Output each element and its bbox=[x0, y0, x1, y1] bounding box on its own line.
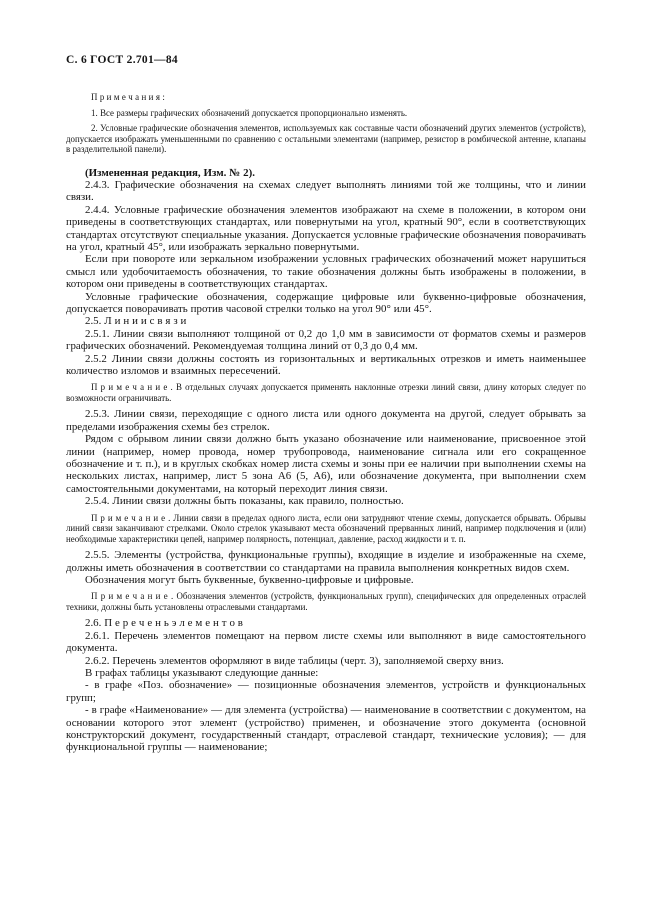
paragraph: 2.6.1. Перечень элементов помещают на первом листе схемы или выполняют в виде самостоятельного документа. bbox=[66, 629, 586, 655]
paragraph: 2.5.4. Линии связи должны быть показаны, как правило, полностью. bbox=[85, 495, 404, 508]
paragraph: П р и м е ч а н и е . Линии связи в пределах одного листа, если они затрудняют чтение схемы, допускается обрывать. Обрывы линий связи заканчивают стрелками. Около стрелок указывают места обозначений прерванных линий, например подключения и (или) необходимые характеристики цепей, например полярность, потенциал, давление, расход жидкости и т. п. bbox=[66, 512, 586, 544]
paragraph: В графах таблицы указывают следующие данные: bbox=[85, 667, 319, 679]
paragraph: 2.5.2 Линии связи должны состоять из горизонтальных и вертикальных отрезков и иметь наименьшее количество изломов и взаимных пересечений. bbox=[66, 352, 586, 377]
paragraph: 2.5.1. Линии связи выполняют толщиной от 0,2 до 1,0 мм в зависимости от форматов схемы и размеров графических обозначений. Рекомендуемая толщина линий от 0,3 до 0,4 мм. bbox=[66, 327, 586, 353]
paragraph: 2.5. Л и н и и с в я з и bbox=[85, 315, 187, 328]
paragraph: Если при повороте или зеркальном изображении условных графических обозначений может нарушиться смысл или удобочитаемость обозначения, то такие обозначения должны быть изображены в положении, в котором они приведены в соответствующих стандартах. bbox=[66, 253, 586, 291]
paragraph: П р и м е ч а н и е . Обозначения элементов (устройств, функциональных групп), специфических для определенных отраслей техники, должны быть установлены отраслевыми стандартами. bbox=[66, 591, 586, 612]
paragraph: Обозначения могут быть буквенные, буквенно-цифровые и цифровые. bbox=[85, 573, 414, 586]
document-content bbox=[66, 54, 586, 754]
paragraph: (Измененная редакция, Изм. № 2). bbox=[85, 166, 255, 179]
paragraph: Условные графические обозначения, содержащие цифровые или буквенно-цифровые обозначения, допускается поворачивать против часовой стрелки только на угол 90° или 45°. bbox=[66, 290, 586, 315]
paragraph: 2.4.4. Условные графические обозначения элементов изображают на схеме в положении, в котором они приведены в соответствующих стандартах, или повернутыми на угол, кратный 90°, если в соответствующих стандартах отсутствуют специальные указания. Допускается условные графические обозначения поворачивать на угол, кратный 45°, или изображать зеркально повернутыми. bbox=[66, 203, 586, 253]
paragraph: 2.6.2. Перечень элементов оформляют в виде таблицы (черт. 3), заполняемой сверху вниз. bbox=[85, 654, 504, 667]
paragraph: Рядом с обрывом линии связи должно быть указано обозначение или наименование, присвоенное этой линии (например, номер провода, номер трубопровода, наименование сигнала или его сокращенное обозначение и т. п.), и в круглых скобках номер листа схемы и зоны при ее наличии при выполнении схемы на нескольких листах, например, лист 5 зона А6 (5, А6), или обозначение документа, при выполнении схем самостоятельными документами, на который переходит линия связи. bbox=[66, 433, 586, 495]
paragraph: - в графе «Поз. обозначение» — позиционные обозначения элементов, устройств и функциональных групп; bbox=[66, 679, 586, 704]
paragraph: 2.6. П е р е ч е н ь э л е м е н т о в bbox=[85, 617, 243, 630]
paragraph: 2.5.5. Элементы (устройства, функциональные группы), входящие в изделие и изображенные на схеме, должны иметь обозначения в соответствии со стандартами на правила выполнения конкретных видов схем. bbox=[66, 549, 586, 574]
paragraph: П р и м е ч а н и я : bbox=[91, 92, 165, 102]
paragraph: 1. Все размеры графических обозначений допускается пропорционально изменять. bbox=[91, 107, 408, 118]
paragraph: - в графе «Наименование» — для элемента (устройства) — наименование в соответствии с документом, на основании которого этот элемент (устройство) применен, и обозначение этого документа (основной конструкторский документ, государственный стандарт, отраслевой стандарт, технические условия); — для функциональной группы — наименование; bbox=[66, 704, 586, 754]
paragraph: П р и м е ч а н и е . В отдельных случаях допускается применять наклонные отрезки линий связи, длину которых следует по возможности ограничивать. bbox=[66, 382, 586, 403]
paragraph: 2.5.3. Линии связи, переходящие с одного листа или одного документа на другой, следует обрывать за пределами изображения схемы без стрелок. bbox=[66, 408, 586, 433]
page-header: С. 6 ГОСТ 2.701—84 bbox=[66, 54, 178, 66]
document-body bbox=[66, 92, 586, 754]
paragraph: 2.4.3. Графические обозначения на схемах следует выполнять линиями той же толщины, что и линии связи. bbox=[66, 178, 586, 204]
paragraph: 2. Условные графические обозначения элементов, используемых как составные части обозначений других элементов (устройств), допускается изображать уменьшенными по сравнению с остальными элементами (например, резистор в ромбической антенне, клапаны в разделительной панели). bbox=[66, 123, 586, 154]
